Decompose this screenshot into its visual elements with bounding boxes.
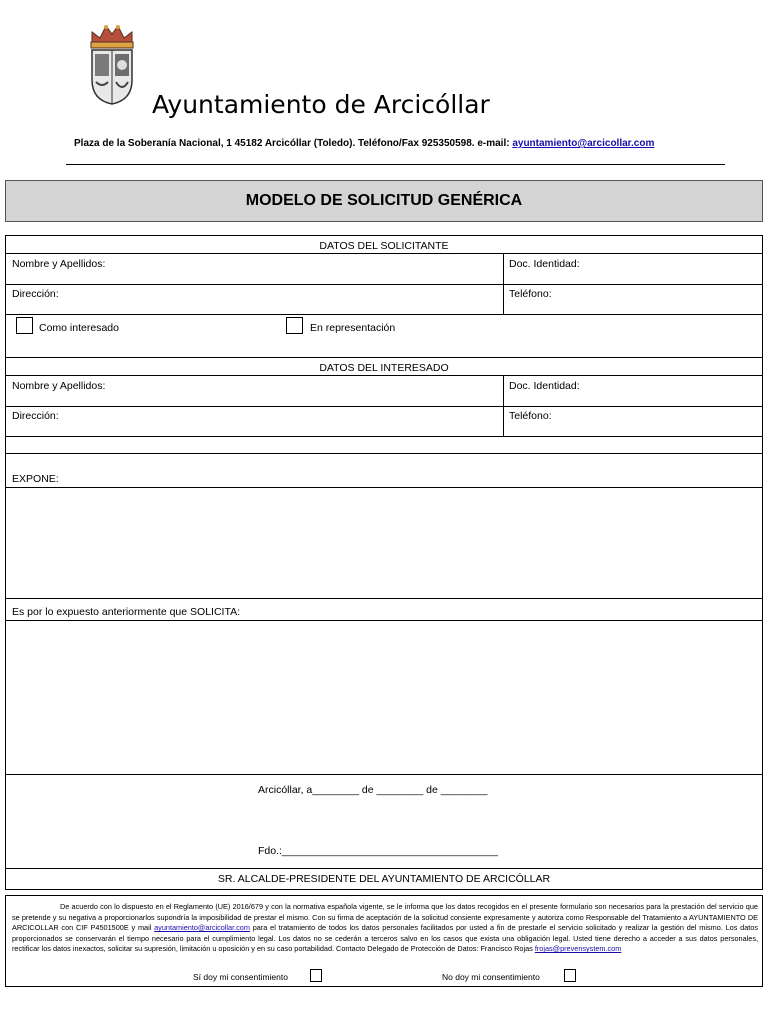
divider [5, 357, 763, 358]
header-divider [66, 164, 725, 165]
address-text: Plaza de la Soberanía Nacional, 1 45182 Arcicóllar (Toledo). Teléfono/Fax 925350598. e-mail: [74, 138, 513, 149]
address-line [74, 138, 654, 149]
expone-textarea[interactable] [5, 488, 763, 597]
interested-id-label: Doc. Identidad: [509, 380, 580, 392]
divider [5, 774, 763, 775]
signature-line[interactable]: Fdo.:_____________________________________ [258, 845, 498, 857]
interested-phone-label: Teléfono: [509, 410, 552, 422]
legal-text-2: para el tratamiento de todos los datos personales facilitados por usted a fin de prestarle el servicio solicitado y realizar la gestión del mismo. Los datos proporcionados se conservarán el tiempo necesario para el cumplimiento legal. Los datos no se cederán a terceros salvo en los casos que exista una obligación legal. Usted tiene derecho a acceder a sus datos personales, rectificar los datos inexactos, solicitar su supresión, limitación u oposición y en su caso portabilidad. Contacto Delegado de Protección de Datos: Francisco Rojas [12, 923, 758, 954]
applicant-id-label: Doc. Identidad: [509, 258, 580, 270]
divider [5, 284, 763, 285]
consent-yes-checkbox[interactable] [310, 969, 322, 982]
solicita-label: Es por lo expuesto anteriormente que SOLICITA: [12, 606, 241, 618]
divider [5, 436, 763, 437]
consent-yes-label: Sí doy mi consentimiento [193, 972, 288, 982]
legal-text-1: De acuerdo con lo dispuesto en el Reglamento (UE) 2016/679 y con la normativa española vigente, se le informa que los datos recogidos en el presente formulario son necesarios para la prestación del servicio que se pretende y su negativa a proporcionarlos supondría la imposibilidad de prestar el mismo. Con su firma de aceptación de la solicitud consiente expresamente y autoriza como Responsable del Tratamiento a AYUNTAMIENTO DE ARCICOLLAR con CIF P4501500E y mail [12, 902, 758, 933]
legal-notice [12, 902, 758, 955]
applicant-name-label: Nombre y Apellidos: [12, 258, 106, 270]
divider [5, 453, 763, 454]
applicant-address-label: Dirección: [12, 288, 59, 300]
as-representative-label: En representación [310, 322, 396, 334]
divider [5, 375, 763, 376]
interested-name-label: Nombre y Apellidos: [12, 380, 106, 392]
form-title-box [5, 180, 763, 222]
consent-no-label: No doy mi consentimiento [442, 972, 540, 982]
place-date-line[interactable]: Arcicóllar, a________ de ________ de ________ [258, 784, 488, 796]
addressee: SR. ALCALDE-PRESIDENTE DEL AYUNTAMIENTO DE ARCICÓLLAR [217, 873, 551, 885]
divider [5, 598, 763, 599]
email-link[interactable]: ayuntamiento@arcicollar.com [512, 138, 655, 149]
applicant-phone-label: Teléfono: [509, 288, 552, 300]
section-title-solicitante: DATOS DEL SOLICITANTE [319, 240, 449, 252]
consent-no-checkbox[interactable] [564, 969, 576, 982]
solicita-textarea[interactable] [5, 621, 763, 773]
expone-label: EXPONE: [12, 473, 59, 485]
as-representative-checkbox[interactable] [286, 317, 303, 334]
as-interested-label: Como interesado [39, 322, 119, 334]
coat-of-arms-icon [86, 22, 138, 106]
organization-title: Ayuntamiento de Arcicóllar [152, 90, 490, 119]
interested-address-label: Dirección: [12, 410, 59, 422]
divider [5, 406, 763, 407]
legal-email-link[interactable]: ayuntamiento@arcicollar.com [154, 923, 250, 933]
divider [5, 253, 763, 254]
dpo-email-link[interactable]: frojas@prevensystem.com [534, 944, 622, 954]
as-interested-checkbox[interactable] [16, 317, 33, 334]
form-title: MODELO DE SOLICITUD GENÉRICA [245, 192, 523, 209]
divider [5, 314, 763, 315]
section-title-interesado: DATOS DEL INTERESADO [319, 362, 449, 374]
divider [5, 868, 763, 869]
